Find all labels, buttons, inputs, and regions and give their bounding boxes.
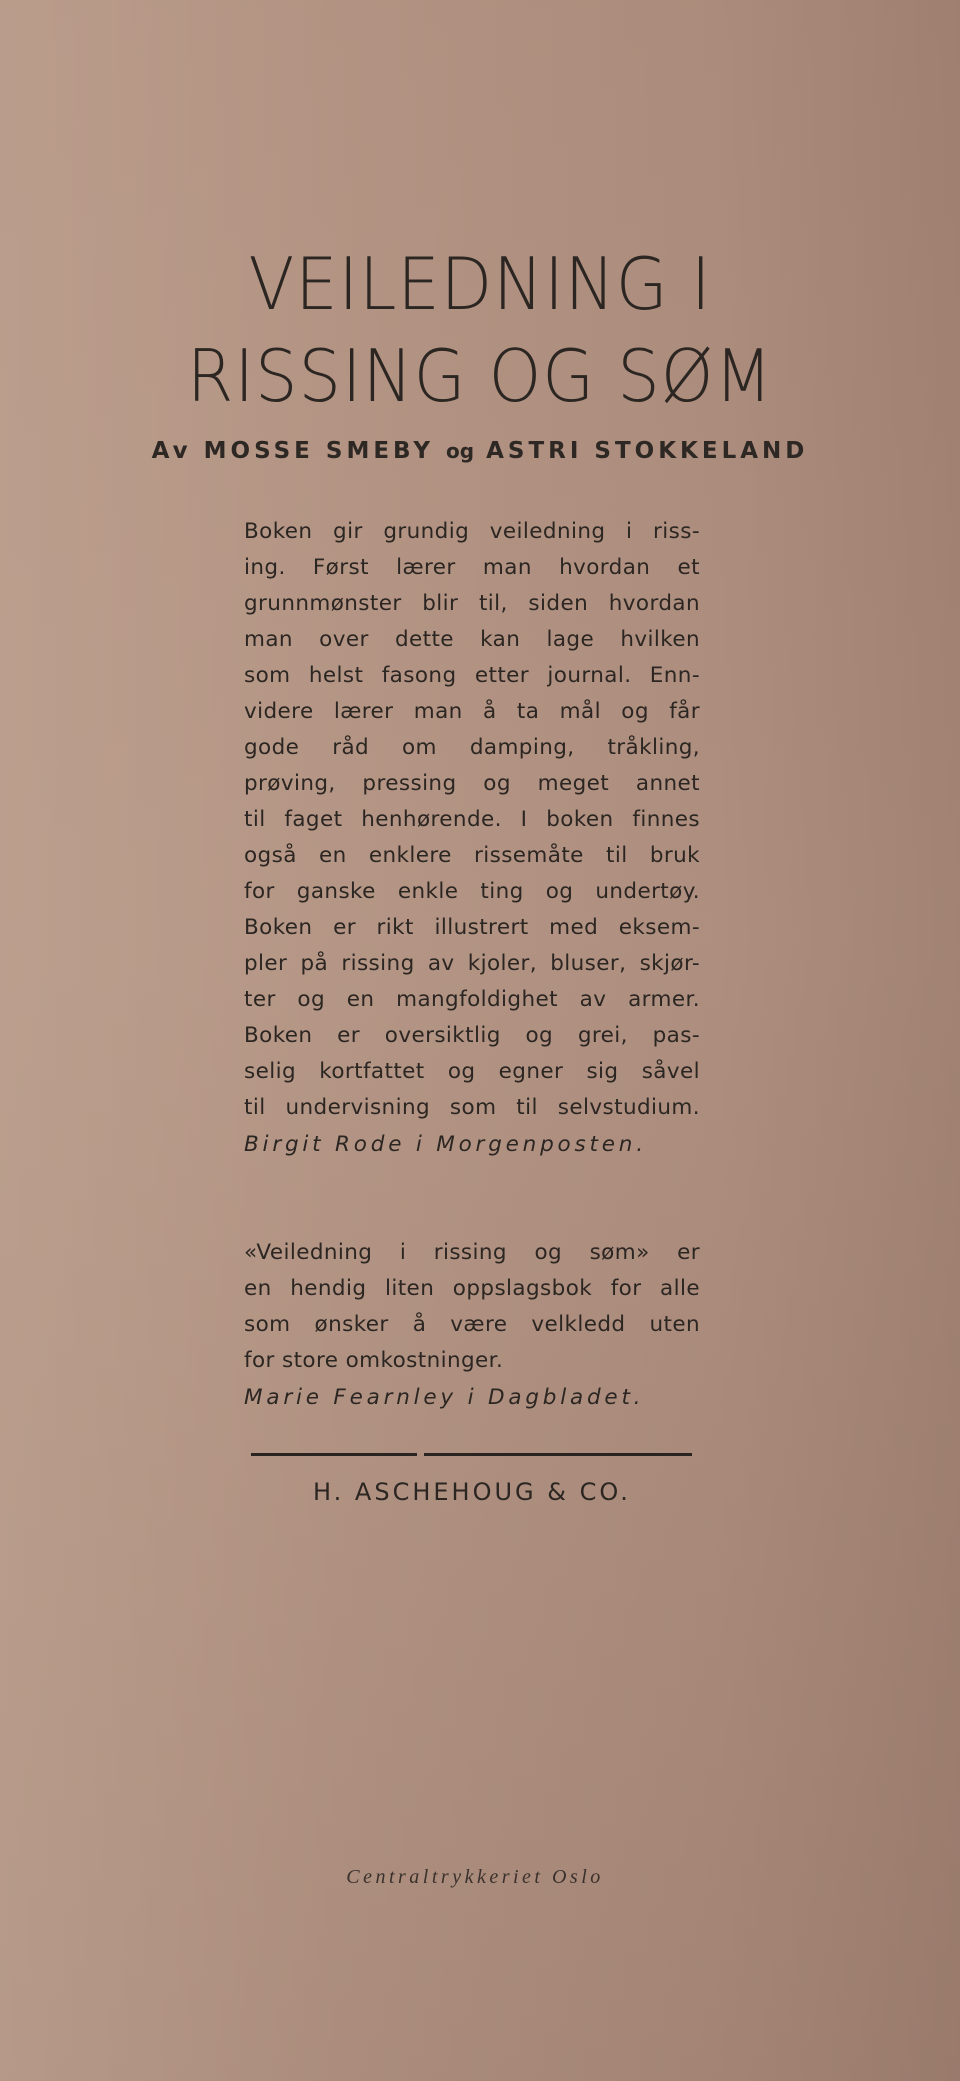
review-line: Boken er rikt illustrert med eksem- [244,915,700,940]
review-line: en hendig liten oppslagsbok for alle [244,1276,700,1301]
review-line: også en enklere rissemåte til bruk [244,843,700,868]
review-attribution: Marie Fearnley i Dagbladet. [244,1385,645,1410]
review-line: Boken er oversiktlig og grei, pas- [244,1023,700,1048]
byline-conjunction: og [446,439,475,463]
divider-rule [251,1453,417,1456]
book-title-line-1: VEILEDNING I [248,242,712,326]
author-name-2: ASTRI STOKKELAND [486,438,809,464]
review-line: Boken gir grundig veiledning i riss- [244,519,700,544]
review-line: ing. Først lærer man hvordan et [244,555,700,580]
book-title-line-2: RISSING OG SØM [186,334,774,418]
review-quote-morgenposten [244,514,700,1164]
review-quote-dagbladet [244,1235,700,1417]
review-attribution: Birgit Rode i Morgenposten. [244,1132,647,1157]
printer-imprint: Centraltrykkeriet Oslo [346,1866,604,1888]
review-line: for ganske enkle ting og undertøy. [244,879,700,904]
byline-prefix: Av [151,438,192,464]
review-line: som helst fasong etter journal. Enn- [244,663,700,688]
publisher-name: H. ASCHEHOUG & CO. [313,1478,631,1506]
review-line: pler på rissing av kjoler, bluser, skjør- [244,951,700,976]
review-line: ter og en mangfoldighet av armer. [244,987,700,1012]
review-line: selig kortfattet og egner sig såvel [244,1059,700,1084]
review-line: prøving, pressing og meget annet [244,771,700,796]
author-name-1: MOSSE SMEBY [203,438,434,464]
review-line: for store omkostninger. [244,1348,504,1373]
review-line: man over dette kan lage hvilken [244,627,700,652]
review-line: videre lærer man å ta mål og får [244,699,700,724]
review-line: gode råd om damping, tråkling, [244,735,700,760]
review-line: til faget henhørende. I boken finnes [244,807,700,832]
review-line: til undervisning som til selvstudium. [244,1095,700,1120]
divider-rule [424,1453,692,1456]
review-line: grunnmønster blir til, siden hvordan [244,591,700,616]
author-byline [0,438,960,464]
review-line: «Veiledning i rissing og søm» er [244,1240,700,1265]
review-line: som ønsker å være velkledd uten [244,1312,700,1337]
